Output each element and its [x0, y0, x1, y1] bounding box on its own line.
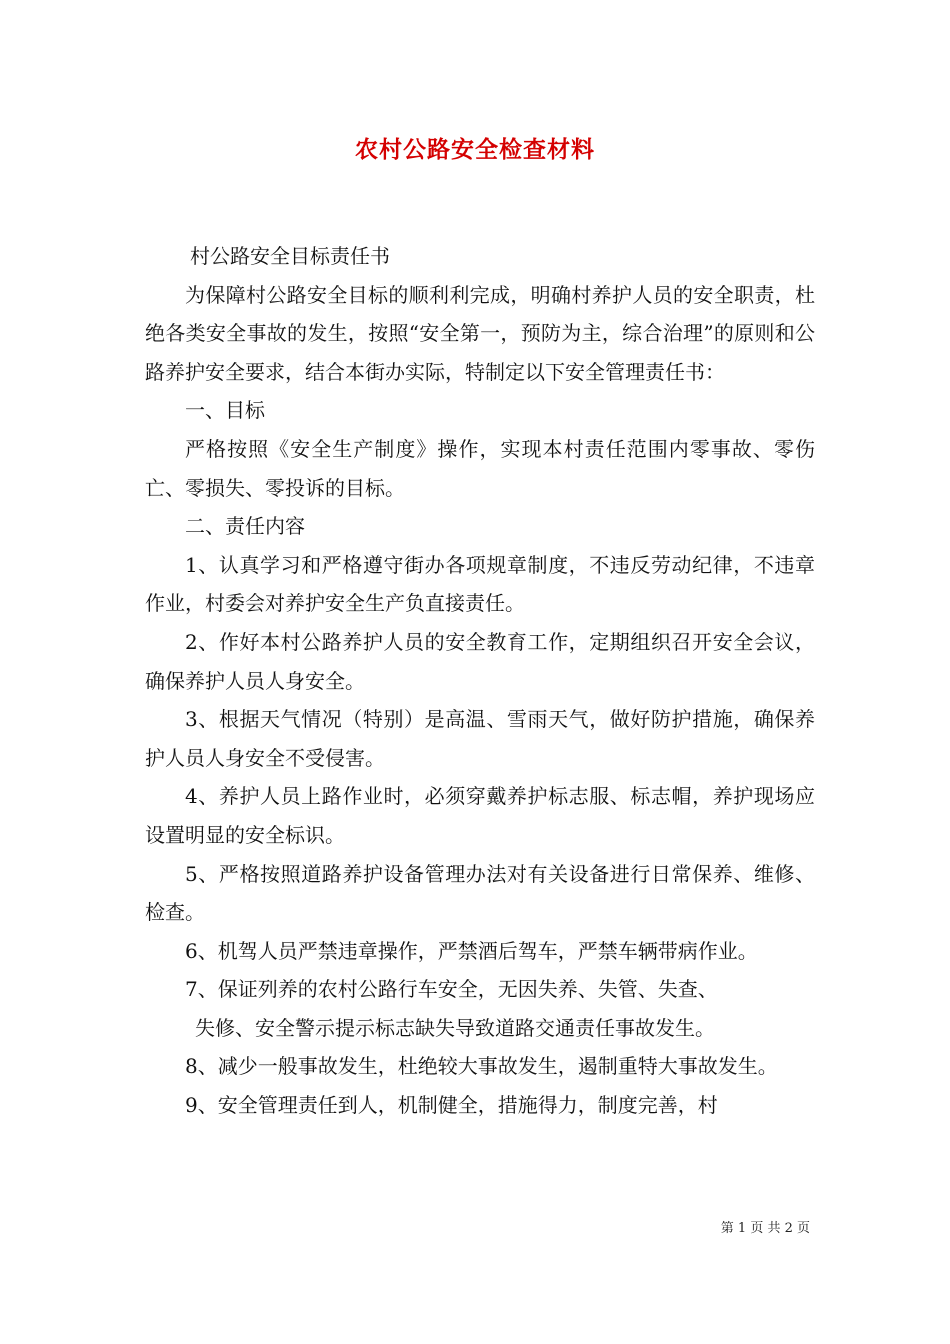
- section-heading-responsibility-letter: 村公路安全目标责任书: [190, 244, 390, 268]
- list-item: 1、认真学习和严格遵守街办各项规章制度，不违反劳动纪律，不违章作业，村委会对养护安全生产负直接责任。: [145, 552, 815, 616]
- goal-paragraph: 严格按照《安全生产制度》操作，实现本村责任范围内零事故、零伤亡、零损失、零投诉的目标。: [145, 436, 815, 500]
- list-item: 3、根据天气情况（特别）是高温、雪雨天气，做好防护措施，确保养护人员人身安全不受侵害。: [145, 707, 815, 770]
- list-item: 8、减少一般事故发生，杜绝较大事故发生，遏制重特大事故发生。: [185, 1054, 778, 1079]
- list-item: 4、养护人员上路作业时，必须穿戴养护标志服、标志帽，养护现场应设置明显的安全标识。: [145, 784, 815, 847]
- list-item: 9、安全管理责任到人，机制健全，措施得力，制度完善，村: [185, 1093, 718, 1118]
- section-heading-responsibilities: 二、责任内容: [185, 514, 305, 539]
- intro-paragraph: 为保障村公路安全目标的顺利利完成，明确村养护人员的安全职责，杜绝各类安全事故的发生，按照“安全第一，预防为主，综合治理”的原则和公路养护安全要求，结合本街办实际，特制定以下安全管理责任书：: [145, 282, 815, 384]
- list-item: 6、机驾人员严禁违章操作，严禁酒后驾车，严禁车辆带病作业。: [185, 938, 758, 963]
- list-item: 7、保证列养的农村公路行车安全，无因失养、失管、失查、: [185, 977, 718, 1002]
- list-item-continuation: 失修、安全警示提示标志缺失导致道路交通责任事故发生。: [195, 1015, 715, 1040]
- page-number: 第 1 页 共 2 页: [720, 1221, 810, 1236]
- document-title: 农村公路安全检查材料: [355, 136, 595, 163]
- list-item: 2、作好本村公路养护人员的安全教育工作，定期组织召开安全会议，确保养护人员人身安全。: [145, 629, 815, 693]
- section-heading-goal: 一、目标: [185, 398, 265, 423]
- list-item: 5、严格按照道路养护设备管理办法对有关设备进行日常保养、维修、检查。: [145, 861, 815, 925]
- document-body: [145, 237, 815, 1125]
